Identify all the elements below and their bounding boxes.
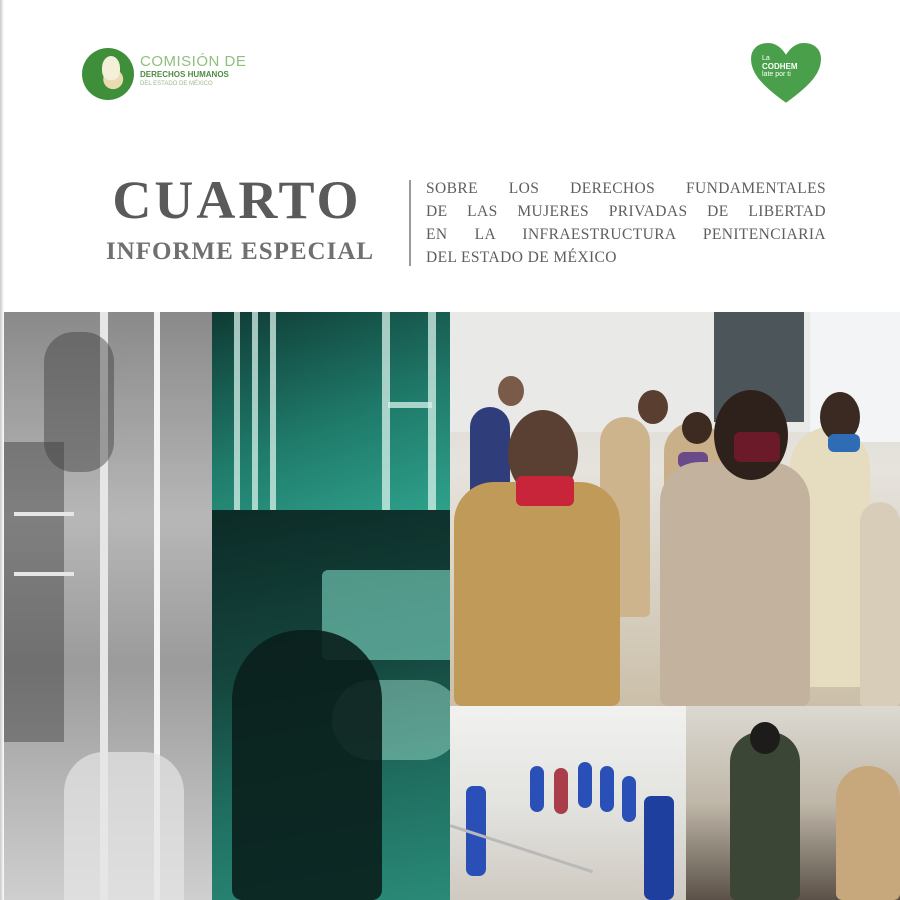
logo-line-3: DEL ESTADO DE MÉXICO — [140, 81, 213, 87]
description-line-4: DEL ESTADO DE MÉXICO — [426, 249, 617, 266]
heart-line-1: La — [762, 55, 770, 62]
codhem-logo — [82, 48, 272, 100]
description-line-3: EN LA INFRAESTRUCTURA PENITENCIARIA — [426, 226, 826, 243]
heart-logo-text — [762, 55, 814, 79]
heart-line-2: CODHEM — [762, 62, 798, 71]
codhem-emblem-icon — [82, 48, 134, 100]
heart-line-3: late por ti — [762, 71, 791, 78]
report-title: CUARTO — [112, 170, 362, 230]
prison-interior-grayscale-photo — [4, 312, 212, 900]
cell-bars-teal-photo — [212, 312, 450, 510]
exercise-class-photo — [450, 706, 686, 900]
report-subtitle: INFORME ESPECIAL — [105, 238, 375, 265]
guard-with-inmates-photo — [686, 706, 900, 900]
report-description — [426, 177, 846, 269]
logo-line-2: DERECHOS HUMANOS — [140, 70, 229, 79]
logo-line-1: COMISIÓN DE — [140, 53, 247, 70]
codhem-logo-text — [140, 54, 246, 88]
title-divider — [409, 180, 411, 266]
inmate-bunk-teal-photo — [212, 510, 450, 900]
women-inmates-lined-up-photo — [450, 312, 900, 706]
description-line-2: DE LAS MUJERES PRIVADAS DE LIBERTAD — [426, 203, 826, 220]
description-line-1: SOBRE LOS DERECHOS FUNDAMENTALES — [426, 180, 826, 197]
codhem-heart-logo — [748, 40, 824, 106]
